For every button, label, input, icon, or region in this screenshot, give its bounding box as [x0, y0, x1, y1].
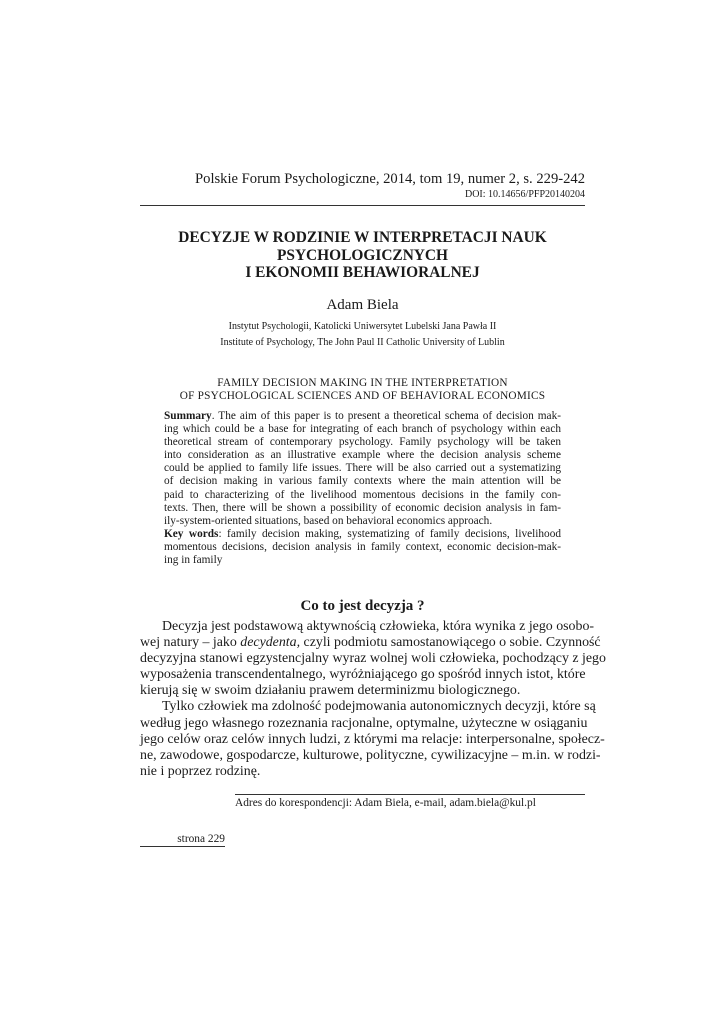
paragraph-line: jego celów oraz celów innych ludzi, z którymi ma relacje: interpersonalne, społecz-: [140, 731, 605, 747]
page-number: strona 229: [140, 833, 225, 847]
header-rule: [140, 205, 585, 206]
paragraph-line: wyposażenia transcendentalnego, wyróżniającego go spośród innych istot, które: [140, 667, 586, 683]
article-title: [140, 229, 585, 282]
title-line: PSYCHOLOGICZNYCH: [276, 246, 449, 264]
keywords-line: momentous decisions, decision analysis in family context, economic decision-mak-: [164, 540, 561, 553]
author-name: Adam Biela: [326, 297, 399, 313]
body-text: [140, 619, 606, 780]
affiliation-polish: Instytut Psychologii, Katolicki Uniwersytet Lubelski Jana Pawła II: [228, 321, 497, 332]
summary-line: of decision making in various family contexts where the main attention will be: [164, 475, 561, 488]
paragraph-line: decyzyjna stanowi egzystencjalny wyraz wolnej woli człowieka, pochodzący z jego: [140, 651, 606, 667]
summary-line: texts. Then, there will be shown a possibility of economic decision analysis in fam-: [164, 501, 561, 514]
abstract: [164, 410, 561, 567]
correspondence-footnote: Adres do korespondencji: Adam Biela, e-mail, adam.biela@kul.pl: [235, 797, 536, 809]
title-line: DECYZJE W RODZINIE W INTERPRETACJI NAUK: [178, 229, 547, 246]
english-title-line: OF PSYCHOLOGICAL SCIENCES AND OF BEHAVIORAL ECONOMICS: [179, 390, 546, 402]
keywords-label: Key words: [164, 527, 219, 540]
summary-line: paid to characterizing of the livelihood momentous decisions in the family con-: [164, 488, 561, 501]
paragraph-line: wej natury – jako decydenta, czyli podmiotu samostanowiącego o sobie. Czynność: [140, 635, 601, 651]
keywords-line: ing in family: [164, 554, 223, 567]
paragraph-line: Tylko człowiek ma zdolność podejmowania autonomicznych decyzji, które są: [162, 699, 596, 715]
paragraph-line: ne, zawodowe, gospodarcze, kulturowe, polityczne, cywilizacyjne – m.in. w rodzi-: [140, 747, 601, 763]
summary-line: ing which could be a base for integrating of each branch of psychology within each: [164, 423, 561, 436]
keywords-line: Key words: family decision making, systematizing of family decisions, livelihood: [164, 527, 561, 540]
journal-citation: Polskie Forum Psychologiczne, 2014, tom 19, numer 2, s. 229-242: [195, 171, 585, 187]
summary-label: Summary: [164, 410, 212, 422]
paragraph-line: nie i poprzez rodzinę.: [140, 763, 261, 779]
title-line: I EKONOMII BEHAWIORALNEJ: [245, 264, 480, 282]
paragraph-line: kierują się w swoim działaniu prawem determinizmu biologicznego.: [140, 683, 521, 699]
paragraph-line: Decyzja jest podstawową aktywnością człowieka, która wynika z jego osobo-: [162, 619, 595, 634]
affiliation-english: Institute of Psychology, The John Paul II Catholic University of Lublin: [220, 337, 505, 348]
footnote-rule: [235, 794, 585, 795]
summary-line: theoretical stream of contemporary psychology. Family psychology will be taken: [164, 436, 561, 449]
english-title: [140, 377, 585, 403]
summary-line: Summary. The aim of this paper is to present a theoretical schema of decision mak-: [164, 410, 561, 422]
section-heading: Co to jest decyzja ?: [300, 598, 425, 614]
emphasis-decydenta: decydenta,: [240, 635, 301, 651]
doi: DOI: 10.14656/PFP20140204: [464, 189, 585, 200]
paragraph-line: według jego własnego rozeznania racjonalne, optymalne, użyteczne w osiąganiu: [140, 715, 588, 731]
summary-line: ily-system-oriented situations, based on behavioral economics approach.: [164, 514, 493, 527]
summary-line: into consideration as an illustrative example where the decision analysis scheme: [164, 449, 561, 462]
english-title-line: FAMILY DECISION MAKING IN THE INTERPRETATION: [217, 377, 508, 389]
summary-line: could be applied to family life issues. There will be also carried out a systematizing: [164, 462, 561, 475]
